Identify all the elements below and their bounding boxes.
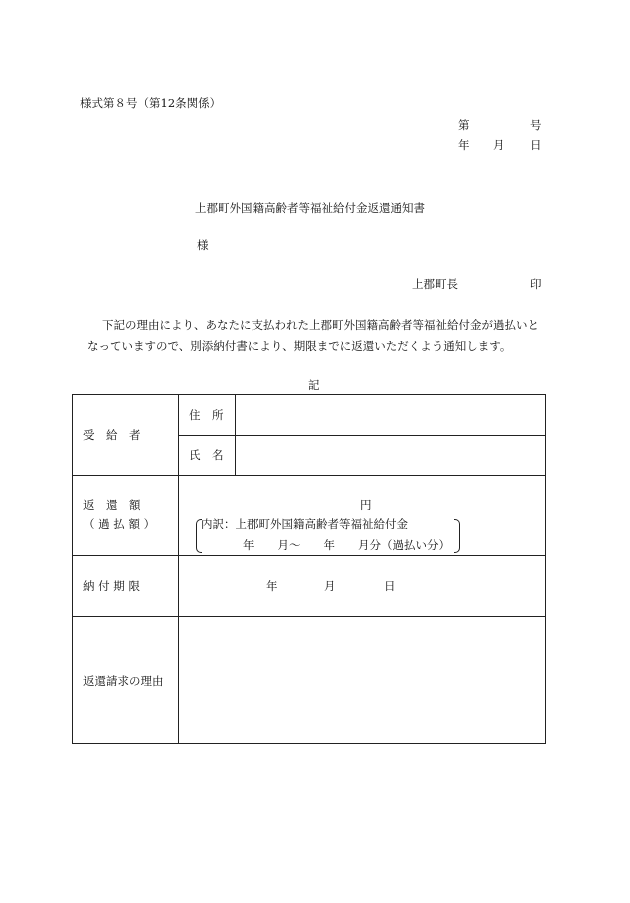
body-text-line-2: なっていますので、別添納付書により、期限までに返還いただくよう通知します。: [87, 339, 512, 353]
date-day-label: 日: [530, 138, 542, 152]
ki-heading: 記: [308, 378, 320, 392]
overpaid-amount-label: （ 過 払 額 ）: [83, 517, 156, 531]
name-label: 氏 名: [189, 448, 224, 462]
refund-reason-label: 返還請求の理由: [83, 674, 164, 688]
recipient-label: 受 給 者: [83, 428, 141, 442]
body-text-line-1: 下記の理由により、あなたに支払われた上郡町外国籍高齢者等福祉給付金が過払いと: [102, 318, 539, 332]
row-divider: [73, 616, 546, 617]
details-table: [72, 394, 546, 744]
refund-reason-field[interactable]: [188, 627, 538, 727]
form-number: 様式第８号（第12条関係）: [80, 96, 222, 110]
row-divider: [73, 555, 546, 556]
column-divider: [235, 395, 236, 475]
seal-mark: 印: [530, 277, 542, 291]
name-field[interactable]: [245, 448, 535, 464]
address-label: 住 所: [189, 408, 224, 422]
doc-number-prefix: 第: [458, 118, 470, 132]
row-divider: [178, 435, 546, 436]
row-divider: [73, 475, 546, 476]
deadline-year: 年: [266, 579, 278, 593]
breakdown-text: 内訳：上郡町外国籍高齢者等福祉給付金: [201, 517, 408, 531]
deadline-day: 日: [384, 579, 396, 593]
right-bracket: [454, 519, 460, 553]
refund-amount-label: 返 還 額: [83, 498, 141, 512]
date-month-label: 月: [493, 138, 505, 152]
date-year-label: 年: [458, 138, 470, 152]
yen-unit: 円: [360, 498, 372, 512]
breakdown-period: 年 月～ 年 月分（過払い分）: [243, 538, 450, 552]
address-field[interactable]: [245, 408, 535, 424]
payment-deadline-label: 納 付 期 限: [83, 579, 140, 593]
addressee-suffix: 様: [197, 238, 209, 252]
doc-number-suffix: 号: [530, 118, 542, 132]
issuer-name: 上郡町長: [412, 277, 458, 291]
deadline-month: 月: [324, 579, 336, 593]
column-divider: [178, 395, 179, 743]
document-title: 上郡町外国籍高齢者等福祉給付金返還通知書: [195, 201, 425, 215]
